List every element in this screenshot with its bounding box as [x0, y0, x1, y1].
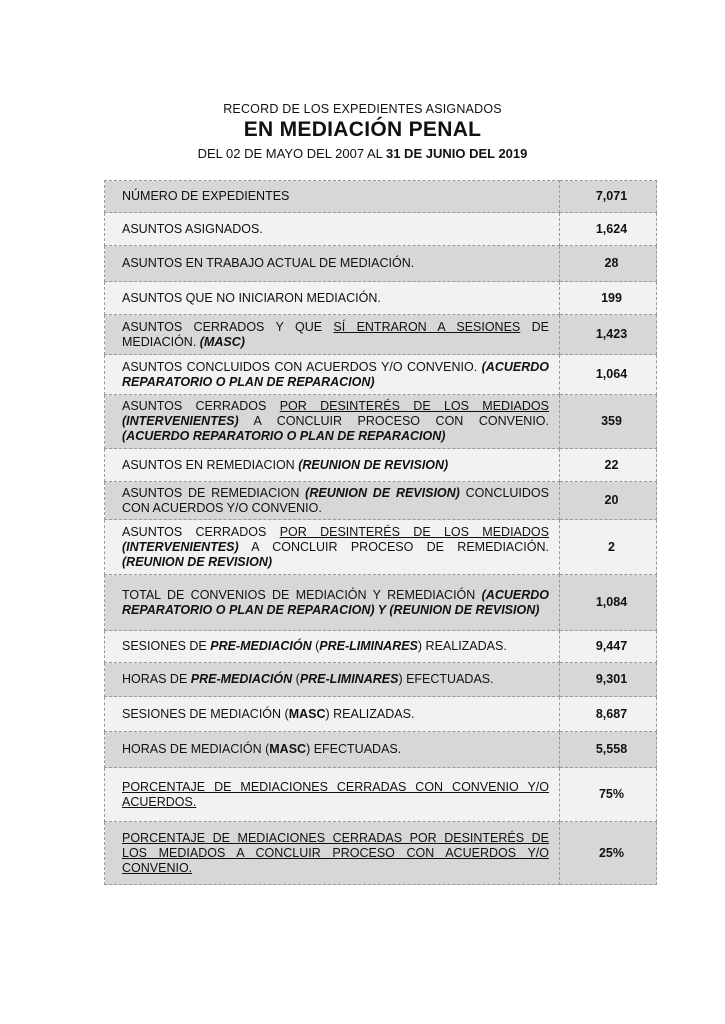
row-value: 9,301: [560, 663, 657, 697]
table-row: [105, 631, 657, 663]
row-value: 2: [560, 520, 657, 575]
table-row: [105, 732, 657, 768]
table-row: [105, 663, 657, 697]
record-table: [104, 180, 657, 885]
table-row: [105, 246, 657, 282]
row-label: HORAS DE PRE-MEDIACIÓN (PRE-LIMINARES) EFECTUADAS.: [105, 663, 560, 697]
row-value: 199: [560, 282, 657, 315]
document-subtitle: RECORD DE LOS EXPEDIENTES ASIGNADOS: [223, 102, 502, 116]
row-value: 1,084: [560, 575, 657, 631]
row-value: 75%: [560, 768, 657, 822]
row-label: PORCENTAJE DE MEDIACIONES CERRADAS POR DESINTERÉS DE LOS MEDIADOS A CONCLUIR PROCESO CON ACUERDOS Y/O CONVENIO.: [105, 822, 560, 885]
row-value: 20: [560, 482, 657, 520]
row-label: ASUNTOS ASIGNADOS.: [105, 213, 560, 246]
row-label: ASUNTOS QUE NO INICIARON MEDIACIÓN.: [105, 282, 560, 315]
table-row: [105, 282, 657, 315]
row-label: ASUNTOS CONCLUIDOS CON ACUERDOS Y/O CONVENIO. (ACUERDO REPARATORIO O PLAN DE REPARACION): [105, 355, 560, 395]
row-value: 22: [560, 449, 657, 482]
row-label: HORAS DE MEDIACIÓN (MASC) EFECTUADAS.: [105, 732, 560, 768]
row-value: 7,071: [560, 181, 657, 213]
table-row: [105, 697, 657, 732]
row-label: ASUNTOS CERRADOS POR DESINTERÉS DE LOS MEDIADOS (INTERVENIENTES) A CONCLUIR PROCESO CON CONVENIO. (ACUERDO REPARATORIO O PLAN DE REPARACION): [105, 395, 560, 449]
row-label: PORCENTAJE DE MEDIACIONES CERRADAS CON CONVENIO Y/O ACUERDOS.: [105, 768, 560, 822]
row-label: ASUNTOS EN REMEDIACION (REUNION DE REVISION): [105, 449, 560, 482]
table-row: [105, 449, 657, 482]
table-row: [105, 822, 657, 885]
table-row: [105, 575, 657, 631]
row-value: 25%: [560, 822, 657, 885]
row-value: 8,687: [560, 697, 657, 732]
row-label: TOTAL DE CONVENIOS DE MEDIACIÓN Y REMEDIACIÓN (ACUERDO REPARATORIO O PLAN DE REPARACION) Y (REUNION DE REVISION): [105, 575, 560, 631]
period-prefix: DEL 02 DE MAYO DEL 2007 AL: [197, 146, 386, 161]
row-label: ASUNTOS CERRADOS Y QUE SÍ ENTRARON A SESIONES DE MEDIACIÓN. (MASC): [105, 315, 560, 355]
row-value: 5,558: [560, 732, 657, 768]
row-value: 9,447: [560, 631, 657, 663]
row-value: 1,423: [560, 315, 657, 355]
row-value: 1,064: [560, 355, 657, 395]
table-row: [105, 315, 657, 355]
table-row: [105, 768, 657, 822]
row-label: NÚMERO DE EXPEDIENTES: [105, 181, 560, 213]
table-row: [105, 520, 657, 575]
row-value: 1,624: [560, 213, 657, 246]
row-label: ASUNTOS DE REMEDIACION (REUNION DE REVISION) CONCLUIDOS CON ACUERDOS Y/O CONVENIO.: [105, 482, 560, 520]
row-value: 28: [560, 246, 657, 282]
table-row: [105, 355, 657, 395]
row-label: SESIONES DE MEDIACIÓN (MASC) REALIZADAS.: [105, 697, 560, 732]
row-label: ASUNTOS CERRADOS POR DESINTERÉS DE LOS MEDIADOS (INTERVENIENTES) A CONCLUIR PROCESO DE REMEDIACIÓN. (REUNION DE REVISION): [105, 520, 560, 575]
document-period: [0, 146, 725, 161]
period-end: 31 DE JUNIO DEL 2019: [385, 146, 528, 161]
document-title: EN MEDIACIÓN PENAL: [243, 118, 482, 141]
table-row: [105, 482, 657, 520]
row-label: ASUNTOS EN TRABAJO ACTUAL DE MEDIACIÓN.: [105, 246, 560, 282]
table-row: [105, 181, 657, 213]
table-row: [105, 395, 657, 449]
row-value: 359: [560, 395, 657, 449]
row-label: SESIONES DE PRE-MEDIACIÓN (PRE-LIMINARES) REALIZADAS.: [105, 631, 560, 663]
table-row: [105, 213, 657, 246]
